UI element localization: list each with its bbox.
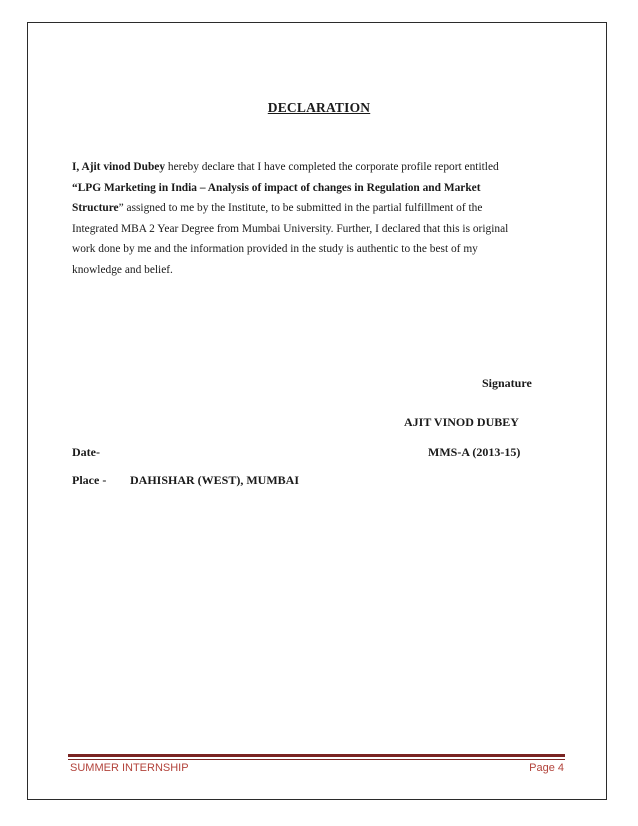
batch-label: MMS-A (2013-15) bbox=[428, 445, 521, 459]
report-title-line: “LPG Marketing in India – Analysis of impact of changes in Regulation and Market bbox=[72, 181, 481, 194]
signatory-name: AJIT VINOD DUBEY bbox=[404, 415, 519, 429]
place-label: Place - bbox=[72, 473, 107, 487]
signature-label: Signature bbox=[482, 376, 532, 390]
report-title-end: Structure bbox=[72, 202, 119, 214]
paragraph-line-3 bbox=[72, 198, 562, 219]
declarant-name: I, Ajit vinod Dubey bbox=[72, 161, 166, 173]
date-label: Date- bbox=[72, 445, 100, 459]
footer-title: SUMMER INTERNSHIP bbox=[70, 762, 189, 774]
declaration-paragraph bbox=[72, 157, 562, 280]
place-value: DAHISHAR (WEST), MUMBAI bbox=[130, 473, 300, 487]
page-title: DECLARATION bbox=[267, 100, 371, 115]
paragraph-line-5: work done by me and the information provided in the study is authentic to the best of my bbox=[72, 243, 478, 255]
footer-rule bbox=[68, 754, 565, 757]
paragraph-line-6: knowledge and belief. bbox=[72, 263, 173, 276]
paragraph-text: ” assigned to me by the Institute, to be submitted in the partial fulfillment of the bbox=[118, 202, 483, 214]
page-border bbox=[27, 22, 607, 800]
paragraph-line-1 bbox=[72, 157, 562, 178]
footer-rule-thin bbox=[68, 759, 565, 760]
page-number: Page 4 bbox=[529, 762, 564, 774]
paragraph-line-4: Integrated MBA 2 Year Degree from Mumbai University. Further, I declared that this is original bbox=[72, 222, 509, 235]
paragraph-text: hereby declare that I have completed the corporate profile report entitled bbox=[165, 161, 499, 173]
